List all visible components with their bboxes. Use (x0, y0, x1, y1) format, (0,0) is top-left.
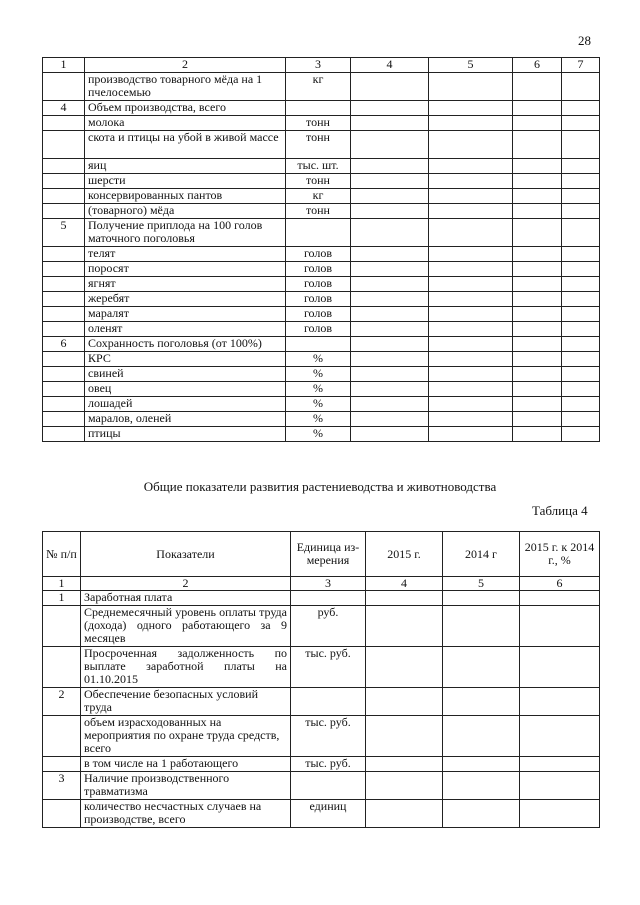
indicator-cell: КРС (85, 352, 286, 367)
row-number (43, 116, 85, 131)
column-number: 2 (81, 577, 291, 591)
table-row (43, 189, 600, 204)
indicator-cell: шерсти (85, 174, 286, 189)
row-number (43, 292, 85, 307)
unit-cell: тонн (286, 204, 351, 219)
indicator-cell: Получение приплода на 100 голов маточного поголовья (85, 219, 286, 247)
table-row (43, 647, 600, 688)
header-cell: 6 (513, 58, 562, 73)
row-number (43, 757, 81, 772)
table-top (42, 57, 600, 442)
table-row (43, 606, 600, 647)
row-number: 4 (43, 101, 85, 116)
indicator-cell: Сохранность поголовья (от 100%) (85, 337, 286, 352)
indicator-cell: производство товарного мёда на 1 пчелосемью (85, 73, 286, 101)
header-cell: 3 (286, 58, 351, 73)
indicator-cell: оленят (85, 322, 286, 337)
indicator-cell: овец (85, 382, 286, 397)
unit-cell: кг (286, 189, 351, 204)
table-row (43, 367, 600, 382)
row-number (43, 397, 85, 412)
row-number (43, 247, 85, 262)
table-row (43, 397, 600, 412)
section-caption: Общие показатели развития растениеводства и животноводства (143, 479, 497, 494)
row-number (43, 189, 85, 204)
indicator-cell: объем израсходованных на мероприятия по охране труда средств, всего (81, 716, 291, 757)
indicator-cell: скота и птицы на убой в живой массе (85, 131, 286, 159)
indicator-cell: свиней (85, 367, 286, 382)
table-row (43, 757, 600, 772)
unit-cell: тонн (286, 174, 351, 189)
row-number (43, 322, 85, 337)
table-top-header-row (43, 58, 600, 73)
header-cell: 2014 г (443, 532, 520, 577)
indicator-cell: (товарного) мёда (85, 204, 286, 219)
table-row (43, 116, 600, 131)
row-number: 2 (43, 688, 81, 716)
row-number: 5 (43, 219, 85, 247)
indicator-cell: ягнят (85, 277, 286, 292)
header-cell: 4 (351, 58, 429, 73)
table-row (43, 337, 600, 352)
row-number (43, 412, 85, 427)
indicator-cell: Обеспечение безопасных условий труда (81, 688, 291, 716)
table-row (43, 204, 600, 219)
unit-cell: тонн (286, 116, 351, 131)
table-row (43, 427, 600, 442)
table-row (43, 131, 600, 159)
indicator-cell: яиц (85, 159, 286, 174)
unit-cell (286, 101, 351, 116)
indicator-cell: поросят (85, 262, 286, 277)
unit-cell: руб. (291, 606, 366, 647)
unit-cell: голов (286, 307, 351, 322)
header-cell: 1 (43, 58, 85, 73)
column-number: 4 (366, 577, 443, 591)
header-cell: 7 (562, 58, 600, 73)
indicator-cell: жеребят (85, 292, 286, 307)
page-number: 28 (578, 33, 591, 48)
table-row (43, 307, 600, 322)
unit-cell: голов (286, 262, 351, 277)
table-row (43, 412, 600, 427)
unit-cell: единиц (291, 800, 366, 828)
row-number (43, 800, 81, 828)
table-row (43, 219, 600, 247)
table-row (43, 688, 600, 716)
row-number (43, 262, 85, 277)
table-label: Таблица 4 (532, 503, 588, 518)
row-number (43, 73, 85, 101)
row-number (43, 716, 81, 757)
row-number (43, 131, 85, 159)
table-row (43, 591, 600, 606)
row-number (43, 307, 85, 322)
table-row (43, 800, 600, 828)
indicator-cell: лошадей (85, 397, 286, 412)
unit-cell (291, 772, 366, 800)
column-number: 1 (43, 577, 81, 591)
unit-cell (291, 688, 366, 716)
table-row (43, 262, 600, 277)
unit-cell: % (286, 427, 351, 442)
indicator-cell: Просроченная задолженность по выплате заработной платы на 01.10.2015 (81, 647, 291, 688)
row-number (43, 427, 85, 442)
unit-cell: тонн (286, 131, 351, 159)
column-number-row (43, 577, 600, 591)
unit-cell: % (286, 397, 351, 412)
unit-cell: кг (286, 73, 351, 101)
indicator-cell: маралят (85, 307, 286, 322)
unit-cell: % (286, 352, 351, 367)
unit-cell: голов (286, 292, 351, 307)
row-number (43, 367, 85, 382)
indicator-cell: телят (85, 247, 286, 262)
table-row (43, 292, 600, 307)
unit-cell (286, 337, 351, 352)
column-number: 3 (291, 577, 366, 591)
unit-cell: % (286, 382, 351, 397)
table-row (43, 73, 600, 101)
indicator-cell: Объем производства, всего (85, 101, 286, 116)
unit-cell: голов (286, 247, 351, 262)
table-row (43, 322, 600, 337)
row-number: 3 (43, 772, 81, 800)
table-row (43, 352, 600, 367)
unit-cell: % (286, 367, 351, 382)
indicator-cell: консервированных пантов (85, 189, 286, 204)
unit-cell: тыс. руб. (291, 757, 366, 772)
unit-cell: голов (286, 277, 351, 292)
row-number (43, 647, 81, 688)
table-row (43, 101, 600, 116)
indicator-cell: маралов, оленей (85, 412, 286, 427)
row-number: 1 (43, 591, 81, 606)
row-number (43, 352, 85, 367)
header-cell: 5 (429, 58, 513, 73)
indicator-cell: Среднемесячный уровень оплаты труда (дохода) одного работающего за 9 месяцев (81, 606, 291, 647)
header-cell: 2015 г. (366, 532, 443, 577)
table-row (43, 277, 600, 292)
unit-cell: тыс. шт. (286, 159, 351, 174)
indicator-cell: молока (85, 116, 286, 131)
header-cell: Единица из-мерения (291, 532, 366, 577)
row-number (43, 159, 85, 174)
table-row (43, 772, 600, 800)
unit-cell (286, 219, 351, 247)
unit-cell: тыс. руб. (291, 716, 366, 757)
header-cell: 2 (85, 58, 286, 73)
table-bottom-header-row (43, 532, 600, 577)
table-row (43, 159, 600, 174)
unit-cell: тыс. руб. (291, 647, 366, 688)
header-cell: Показатели (81, 532, 291, 577)
table-row (43, 716, 600, 757)
table-row (43, 382, 600, 397)
row-number (43, 382, 85, 397)
indicator-cell: Заработная плата (81, 591, 291, 606)
header-cell: 2015 г. к 2014 г., % (520, 532, 600, 577)
table-row (43, 247, 600, 262)
indicator-cell: птицы (85, 427, 286, 442)
row-number (43, 204, 85, 219)
column-number: 5 (443, 577, 520, 591)
row-number: 6 (43, 337, 85, 352)
unit-cell (291, 591, 366, 606)
header-cell: № п/п (43, 532, 81, 577)
indicator-cell: в том числе на 1 работающего (81, 757, 291, 772)
table-row (43, 174, 600, 189)
table-bottom (42, 531, 600, 828)
indicator-cell: количество несчастных случаев на производстве, всего (81, 800, 291, 828)
row-number (43, 606, 81, 647)
row-number (43, 174, 85, 189)
unit-cell: голов (286, 322, 351, 337)
column-number: 6 (520, 577, 600, 591)
row-number (43, 277, 85, 292)
unit-cell: % (286, 412, 351, 427)
indicator-cell: Наличие производственного травматизма (81, 772, 291, 800)
